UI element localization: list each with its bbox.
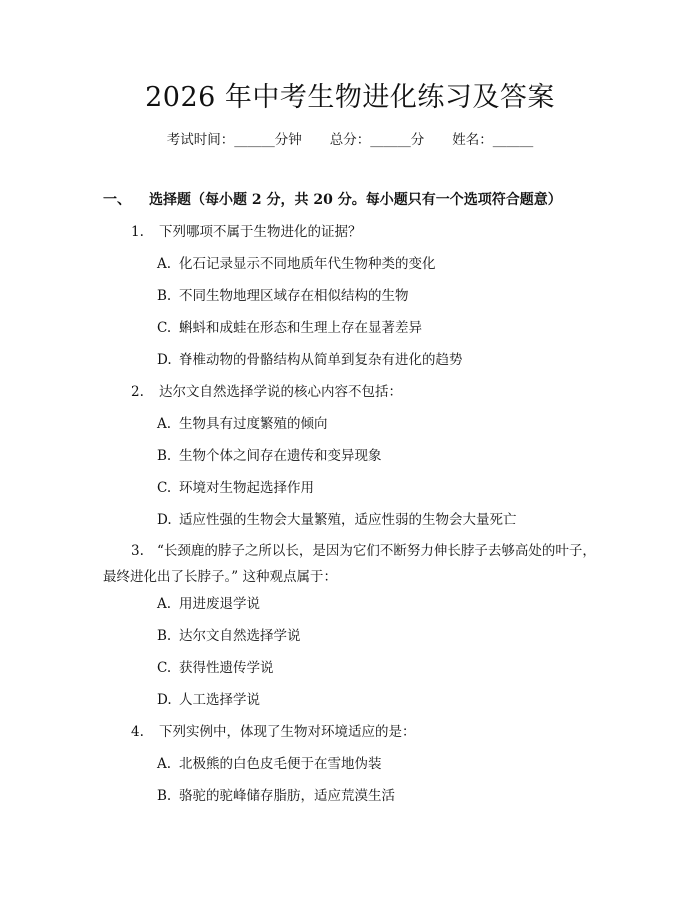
page-title: 2026 年中考生物进化练习及答案 [145,82,555,113]
option-letter: D. [157,692,172,708]
student-name-field: 姓名：______ [452,132,534,148]
option-letter: D. [157,352,172,368]
exam-info [0,130,700,150]
option-2d [157,510,517,530]
question-text: 达尔文自然选择学说的核心内容不包括： [159,384,402,400]
option-2c [157,478,314,498]
question-number: 3. [131,543,144,559]
option-text: 环境对生物起选择作用 [179,480,314,496]
option-3b [157,626,301,646]
option-letter: A. [157,256,172,272]
option-letter: C. [157,660,172,676]
option-2b [157,446,382,466]
option-letter: C. [157,480,172,496]
option-letter: A. [157,756,172,772]
question-text: “长颈鹿的脖子之所以长，是因为它们不断努力伸长脖子去够高处的叶子，最终进化出了长脖子。” 这种观点属于： [103,543,596,585]
option-text: 达尔文自然选择学说 [179,628,301,644]
option-text: 用进废退学说 [179,596,260,612]
section-label: 选择题（每小题 2 分，共 20 分。每小题只有一个选项符合题意） [149,192,562,208]
option-letter: B. [157,448,172,464]
option-text: 不同生物地理区域存在相似结构的生物 [179,288,409,304]
question-4 [131,722,416,742]
exam-time-field: 考试时间：______分钟 [166,132,302,148]
option-4a [157,754,382,774]
option-text: 生物个体之间存在遗传和变异现象 [179,448,382,464]
option-1a [157,254,436,274]
total-score-field: 总分：______分 [329,132,425,148]
option-letter: B. [157,628,172,644]
option-1c [157,318,422,338]
option-text: 生物具有过度繁殖的倾向 [179,416,328,432]
question-number: 1. [131,224,144,240]
section-heading [103,190,562,210]
option-letter: D. [157,512,172,528]
option-text: 脊椎动物的骨骼结构从简单到复杂有进化的趋势 [179,352,463,368]
option-letter: B. [157,288,172,304]
option-letter: A. [157,596,172,612]
option-3d [157,690,260,710]
question-text: 下列哪项不属于生物进化的证据？ [159,224,362,240]
option-4b [157,786,395,806]
option-text: 获得性遗传学说 [179,660,274,676]
option-1b [157,286,409,306]
question-number: 2. [131,384,144,400]
option-text: 蝌蚪和成蛙在形态和生理上存在显著差异 [179,320,422,336]
question-2 [131,382,402,402]
question-3 [103,538,603,590]
option-3c [157,658,274,678]
option-text: 骆驼的驼峰储存脂肪，适应荒漠生活 [179,788,395,804]
option-text: 化石记录显示不同地质年代生物种类的变化 [179,256,436,272]
option-2a [157,414,328,434]
option-letter: B. [157,788,172,804]
question-number: 4. [131,724,144,740]
question-text: 下列实例中，体现了生物对环境适应的是： [159,724,416,740]
option-text: 人工选择学说 [179,692,260,708]
section-number: 一、 [103,192,131,208]
option-text: 北极熊的白色皮毛便于在雪地伪装 [179,756,382,772]
option-1d [157,350,463,370]
option-text: 适应性强的生物会大量繁殖，适应性弱的生物会大量死亡 [179,512,517,528]
question-1 [131,222,362,242]
option-letter: A. [157,416,172,432]
option-letter: C. [157,320,172,336]
option-3a [157,594,260,614]
